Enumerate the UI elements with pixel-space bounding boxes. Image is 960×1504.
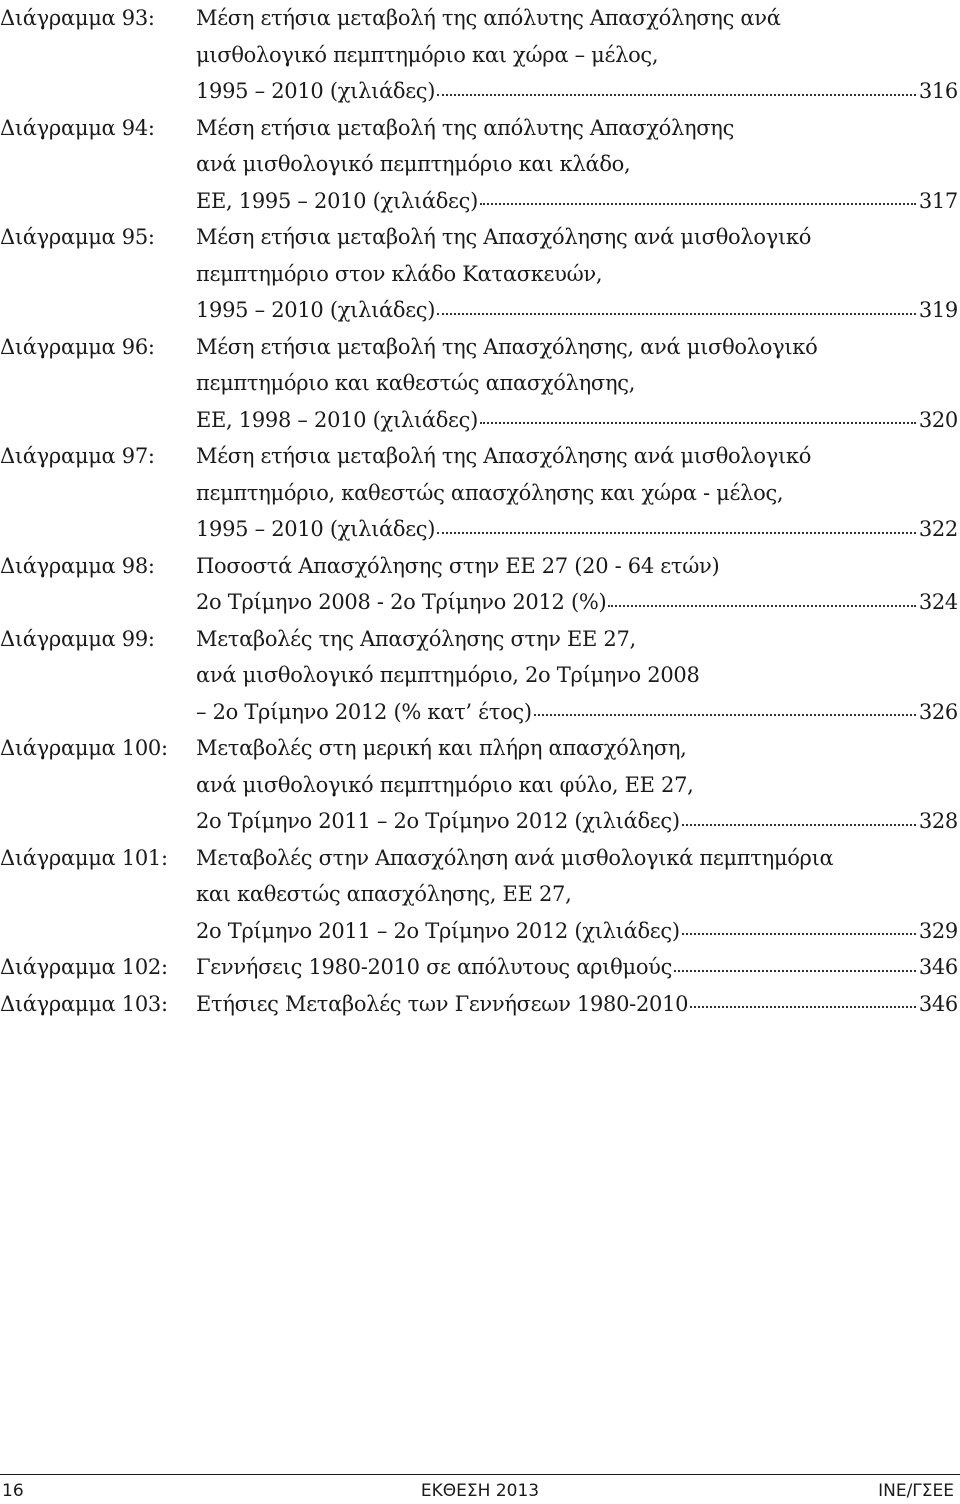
title-line [196,730,958,767]
figure-label: Διάγραμμα 97: [0,444,155,468]
title-line [196,767,958,804]
dot-leader [682,824,916,826]
toc-entry[interactable] [0,730,960,840]
title-text: Μέση ετήσια μεταβολή της απόλυτης Απασχόλησης ανά [196,6,781,30]
title-text: Ετήσιες Μεταβολές των Γεννήσεων 1980-2010 [196,991,689,1016]
figure-title [196,548,960,621]
figure-title [196,438,960,548]
figure-title [196,949,960,986]
title-line [196,913,958,950]
page-ref[interactable]: 346 [918,991,958,1016]
figure-title [196,0,960,110]
figure-title [196,621,960,731]
toc-entry[interactable] [0,438,960,548]
title-line [196,548,958,585]
page-ref[interactable]: 329 [918,918,958,943]
page-ref[interactable]: 328 [918,809,958,833]
title-line [196,256,958,293]
title-text: Μέση ετήσια μεταβολή της Απασχόλησης ανά μισθολογικό [196,225,812,249]
figure-label: Διάγραμμα 100: [0,736,168,760]
figure-title [196,110,960,220]
toc-entry[interactable] [0,949,960,986]
toc-entry[interactable] [0,110,960,220]
figure-label: Διάγραμμα 94: [0,115,155,140]
page-ref[interactable]: 319 [918,298,958,322]
title-line [196,657,958,694]
title-line [196,37,958,74]
figure-label: Διάγραμμα 93: [0,6,155,30]
toc-entry[interactable] [0,329,960,439]
dot-leader [682,933,916,935]
title-line [196,694,958,731]
title-text: πεμπτημόριο, καθεστώς απασχόλησης και χώρα - μέλος, [196,480,784,505]
dot-leader [480,203,916,205]
toc-entry[interactable] [0,0,960,110]
title-line [196,475,958,512]
report-title: ΕΚΘΕΣΗ 2013 [420,1481,540,1501]
toc-entry[interactable] [0,219,960,329]
toc-entry[interactable] [0,986,960,1023]
title-text: ανά μισθολογικό πεμπτημόριο και φύλο, ΕΕ 27, [196,772,694,797]
title-line [196,292,958,329]
title-text: Μεταβολές στη μερική και πλήρη απασχόληση, [196,736,687,760]
title-line [196,803,958,840]
toc-entry[interactable] [0,840,960,950]
title-line [196,73,958,110]
page-number: 16 [2,1481,24,1501]
title-text: πεμπτημόριο και καθεστώς απασχόλησης, [196,371,636,395]
title-line [196,402,958,439]
title-line [196,0,958,37]
title-text: 2ο Τρίμηνο 2008 - 2ο Τρίμηνο 2012 (%) [196,590,607,614]
title-line [196,621,958,658]
figure-label: Διάγραμμα 103: [0,991,168,1016]
title-text: Γεννήσεις 1980-2010 σε απόλυτους αριθμούς [196,955,673,979]
figure-title [196,329,960,439]
page-ref[interactable]: 346 [918,955,958,979]
page-footer [0,1474,960,1504]
figure-label: Διάγραμμα 101: [0,845,168,870]
title-text: Ποσοστά Απασχόλησης στην ΕΕ 27 (20 - 64 ετών) [196,553,720,578]
dot-leader [674,970,916,972]
dot-leader [437,94,916,96]
page-ref[interactable]: 316 [918,79,958,103]
title-text: 1995 – 2010 (χιλιάδες) [196,79,436,103]
title-line [196,438,958,475]
title-text: μισθολογικό πεμπτημόριο και χώρα – μέλος, [196,42,659,67]
title-text: ΕΕ, 1998 – 2010 (χιλιάδες) [196,407,478,432]
figure-label: Διάγραμμα 99: [0,626,155,651]
title-line [196,949,958,986]
dot-leader [437,313,916,315]
title-text: Μέση ετήσια μεταβολή της Απασχόλησης ανά μισθολογικό [196,444,812,468]
dot-leader [480,422,916,424]
title-line [196,840,958,877]
title-text: – 2ο Τρίμηνο 2012 (% κατ’ έτος) [196,699,532,724]
title-text: ανά μισθολογικό πεμπτημόριο, 2ο Τρίμηνο 2008 [196,663,700,687]
title-line [196,986,958,1023]
dot-leader [437,532,916,534]
title-text: Μεταβολές της Απασχόλησης στην ΕΕ 27, [196,626,636,651]
title-line [196,110,958,147]
page-ref[interactable]: 320 [918,407,958,432]
title-line [196,146,958,183]
dot-leader [690,1006,916,1008]
dot-leader [534,714,916,716]
title-text: Μεταβολές στην Απασχόληση ανά μισθολογικά πεμπτημόρια [196,845,834,870]
title-text: 1995 – 2010 (χιλιάδες) [196,298,436,322]
figure-label: Διάγραμμα 95: [0,225,155,249]
title-line [196,876,958,913]
toc-entry[interactable] [0,548,960,621]
page-ref[interactable]: 326 [918,699,958,724]
figure-label: Διάγραμμα 98: [0,553,155,578]
title-line [196,584,958,621]
title-text: 1995 – 2010 (χιλιάδες) [196,517,436,541]
title-text: 2ο Τρίμηνο 2011 – 2ο Τρίμηνο 2012 (χιλιάδες) [196,918,680,943]
title-text: Μέση ετήσια μεταβολή της Απασχόλησης, ανά μισθολογικό [196,334,818,359]
title-line [196,365,958,402]
title-text: και καθεστώς απασχόλησης, ΕΕ 27, [196,882,572,906]
title-line [196,183,958,220]
title-line [196,511,958,548]
dot-leader [608,605,916,607]
title-text: ανά μισθολογικό πεμπτημόριο και κλάδο, [196,152,631,176]
title-line [196,329,958,366]
figure-label: Διάγραμμα 102: [0,955,168,979]
title-text: πεμπτημόριο στον κλάδο Κατασκευών, [196,261,603,286]
figure-title [196,840,960,950]
toc-entry[interactable] [0,621,960,731]
publisher: ΙΝΕ/ΓΣΕΕ [878,1481,954,1501]
page-ref[interactable]: 322 [918,517,958,541]
figure-title [196,730,960,840]
figure-title [196,219,960,329]
figure-title [196,986,960,1023]
page-ref[interactable]: 317 [918,188,958,213]
title-text: 2ο Τρίμηνο 2011 – 2ο Τρίμηνο 2012 (χιλιάδες) [196,809,680,833]
page-ref[interactable]: 324 [918,590,958,614]
title-line [196,219,958,256]
title-text: ΕΕ, 1995 – 2010 (χιλιάδες) [196,188,478,213]
figure-label: Διάγραμμα 96: [0,334,155,359]
title-text: Μέση ετήσια μεταβολή της απόλυτης Απασχόλησης [196,115,735,140]
